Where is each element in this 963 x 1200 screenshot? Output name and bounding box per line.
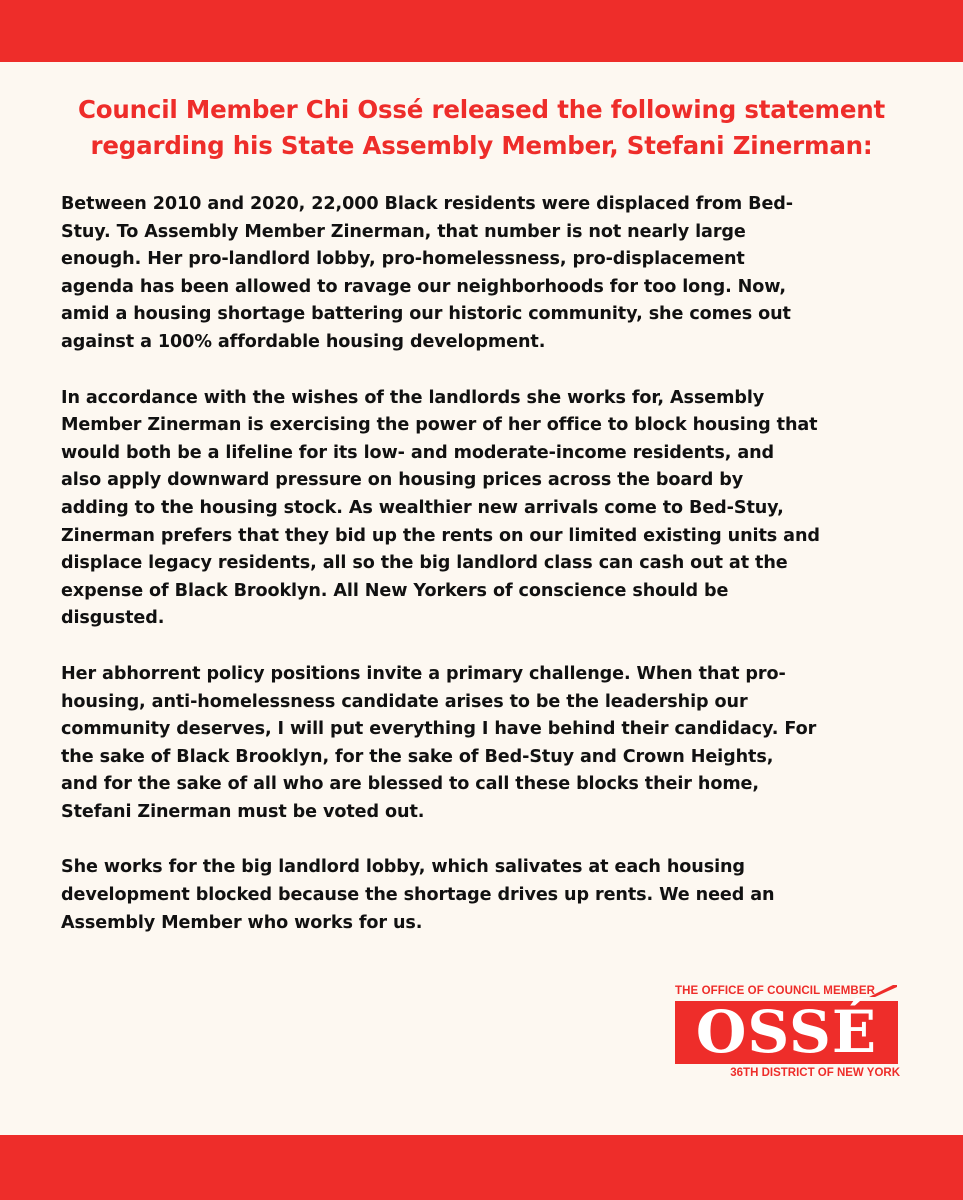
paragraph-line: agenda has been allowed to ravage our neighborhoods for too long. Now, <box>61 276 786 297</box>
paragraph-line: She works for the big landlord lobby, which salivates at each housing <box>61 857 745 878</box>
logo-accent-mark-icon <box>865 985 897 997</box>
paragraph-line: enough. Her pro-landlord lobby, pro-homelessness, pro-displacement <box>61 249 745 270</box>
paragraph-line: expense of Black Brooklyn. All New Yorkers of conscience should be <box>61 580 729 601</box>
paragraph-line: against a 100% affordable housing development. <box>61 331 546 352</box>
headline-line-2: regarding his State Assembly Member, Stefani Zinerman: <box>90 131 873 160</box>
logo-office-label: THE OFFICE OF COUNCIL MEMBER <box>675 985 876 997</box>
paragraph-line: amid a housing shortage battering our historic community, she comes out <box>61 304 791 325</box>
paragraph-line: Between 2010 and 2020, 22,000 Black residents were displaced from Bed- <box>61 194 793 214</box>
paragraph-4 <box>61 854 911 937</box>
paragraph-line: housing, anti-homelessness candidate arises to be the leadership our <box>61 691 748 712</box>
paragraph-line: Zinerman prefers that they bid up the rents on our limited existing units and <box>61 525 820 546</box>
paragraph-line: Stuy. To Assembly Member Zinerman, that number is not nearly large <box>61 221 746 242</box>
top-red-band <box>0 0 963 62</box>
paragraph-line: and for the sake of all who are blessed to call these blocks their home, <box>61 774 759 795</box>
headline-line-1: Council Member Chi Ossé released the following statement <box>77 95 886 124</box>
paragraph-line: development blocked because the shortage drives up rents. We need an <box>61 885 775 906</box>
statement-body <box>61 191 911 965</box>
logo-district-label: 36TH DISTRICT OF NEW YORK <box>730 1067 900 1079</box>
paragraph-line: adding to the housing stock. As wealthier new arrivals come to Bed-Stuy, <box>61 497 784 518</box>
bottom-red-band <box>0 1135 963 1200</box>
paragraph-line: In accordance with the wishes of the landlords she works for, Assembly <box>61 387 765 408</box>
paragraph-line: would both be a lifeline for its low- and moderate-income residents, and <box>61 442 775 463</box>
paragraph-line: community deserves, I will put everything I have behind their candidacy. For <box>61 719 817 740</box>
paragraph-line: displace legacy residents, all so the big landlord class can cash out at the <box>61 553 788 574</box>
osse-office-logo <box>672 985 900 1083</box>
paragraph-line: also apply downward pressure on housing prices across the board by <box>61 470 744 491</box>
paragraph-line: Her abhorrent policy positions invite a primary challenge. When that pro- <box>61 663 786 684</box>
paragraph-line: disgusted. <box>61 608 165 629</box>
paragraph-line: the sake of Black Brooklyn, for the sake of Bed-Stuy and Crown Heights, <box>61 746 774 767</box>
paragraph-line: Stefani Zinerman must be voted out. <box>61 801 425 822</box>
logo-name-block: OSSÉ <box>675 1001 898 1064</box>
paragraph-line: Assembly Member who works for us. <box>61 912 423 933</box>
paragraph-3 <box>61 661 911 827</box>
paragraph-1 <box>61 191 911 357</box>
paragraph-line: Member Zinerman is exercising the power of her office to block housing that <box>61 415 818 436</box>
headline <box>40 92 923 164</box>
paragraph-2 <box>61 385 911 633</box>
